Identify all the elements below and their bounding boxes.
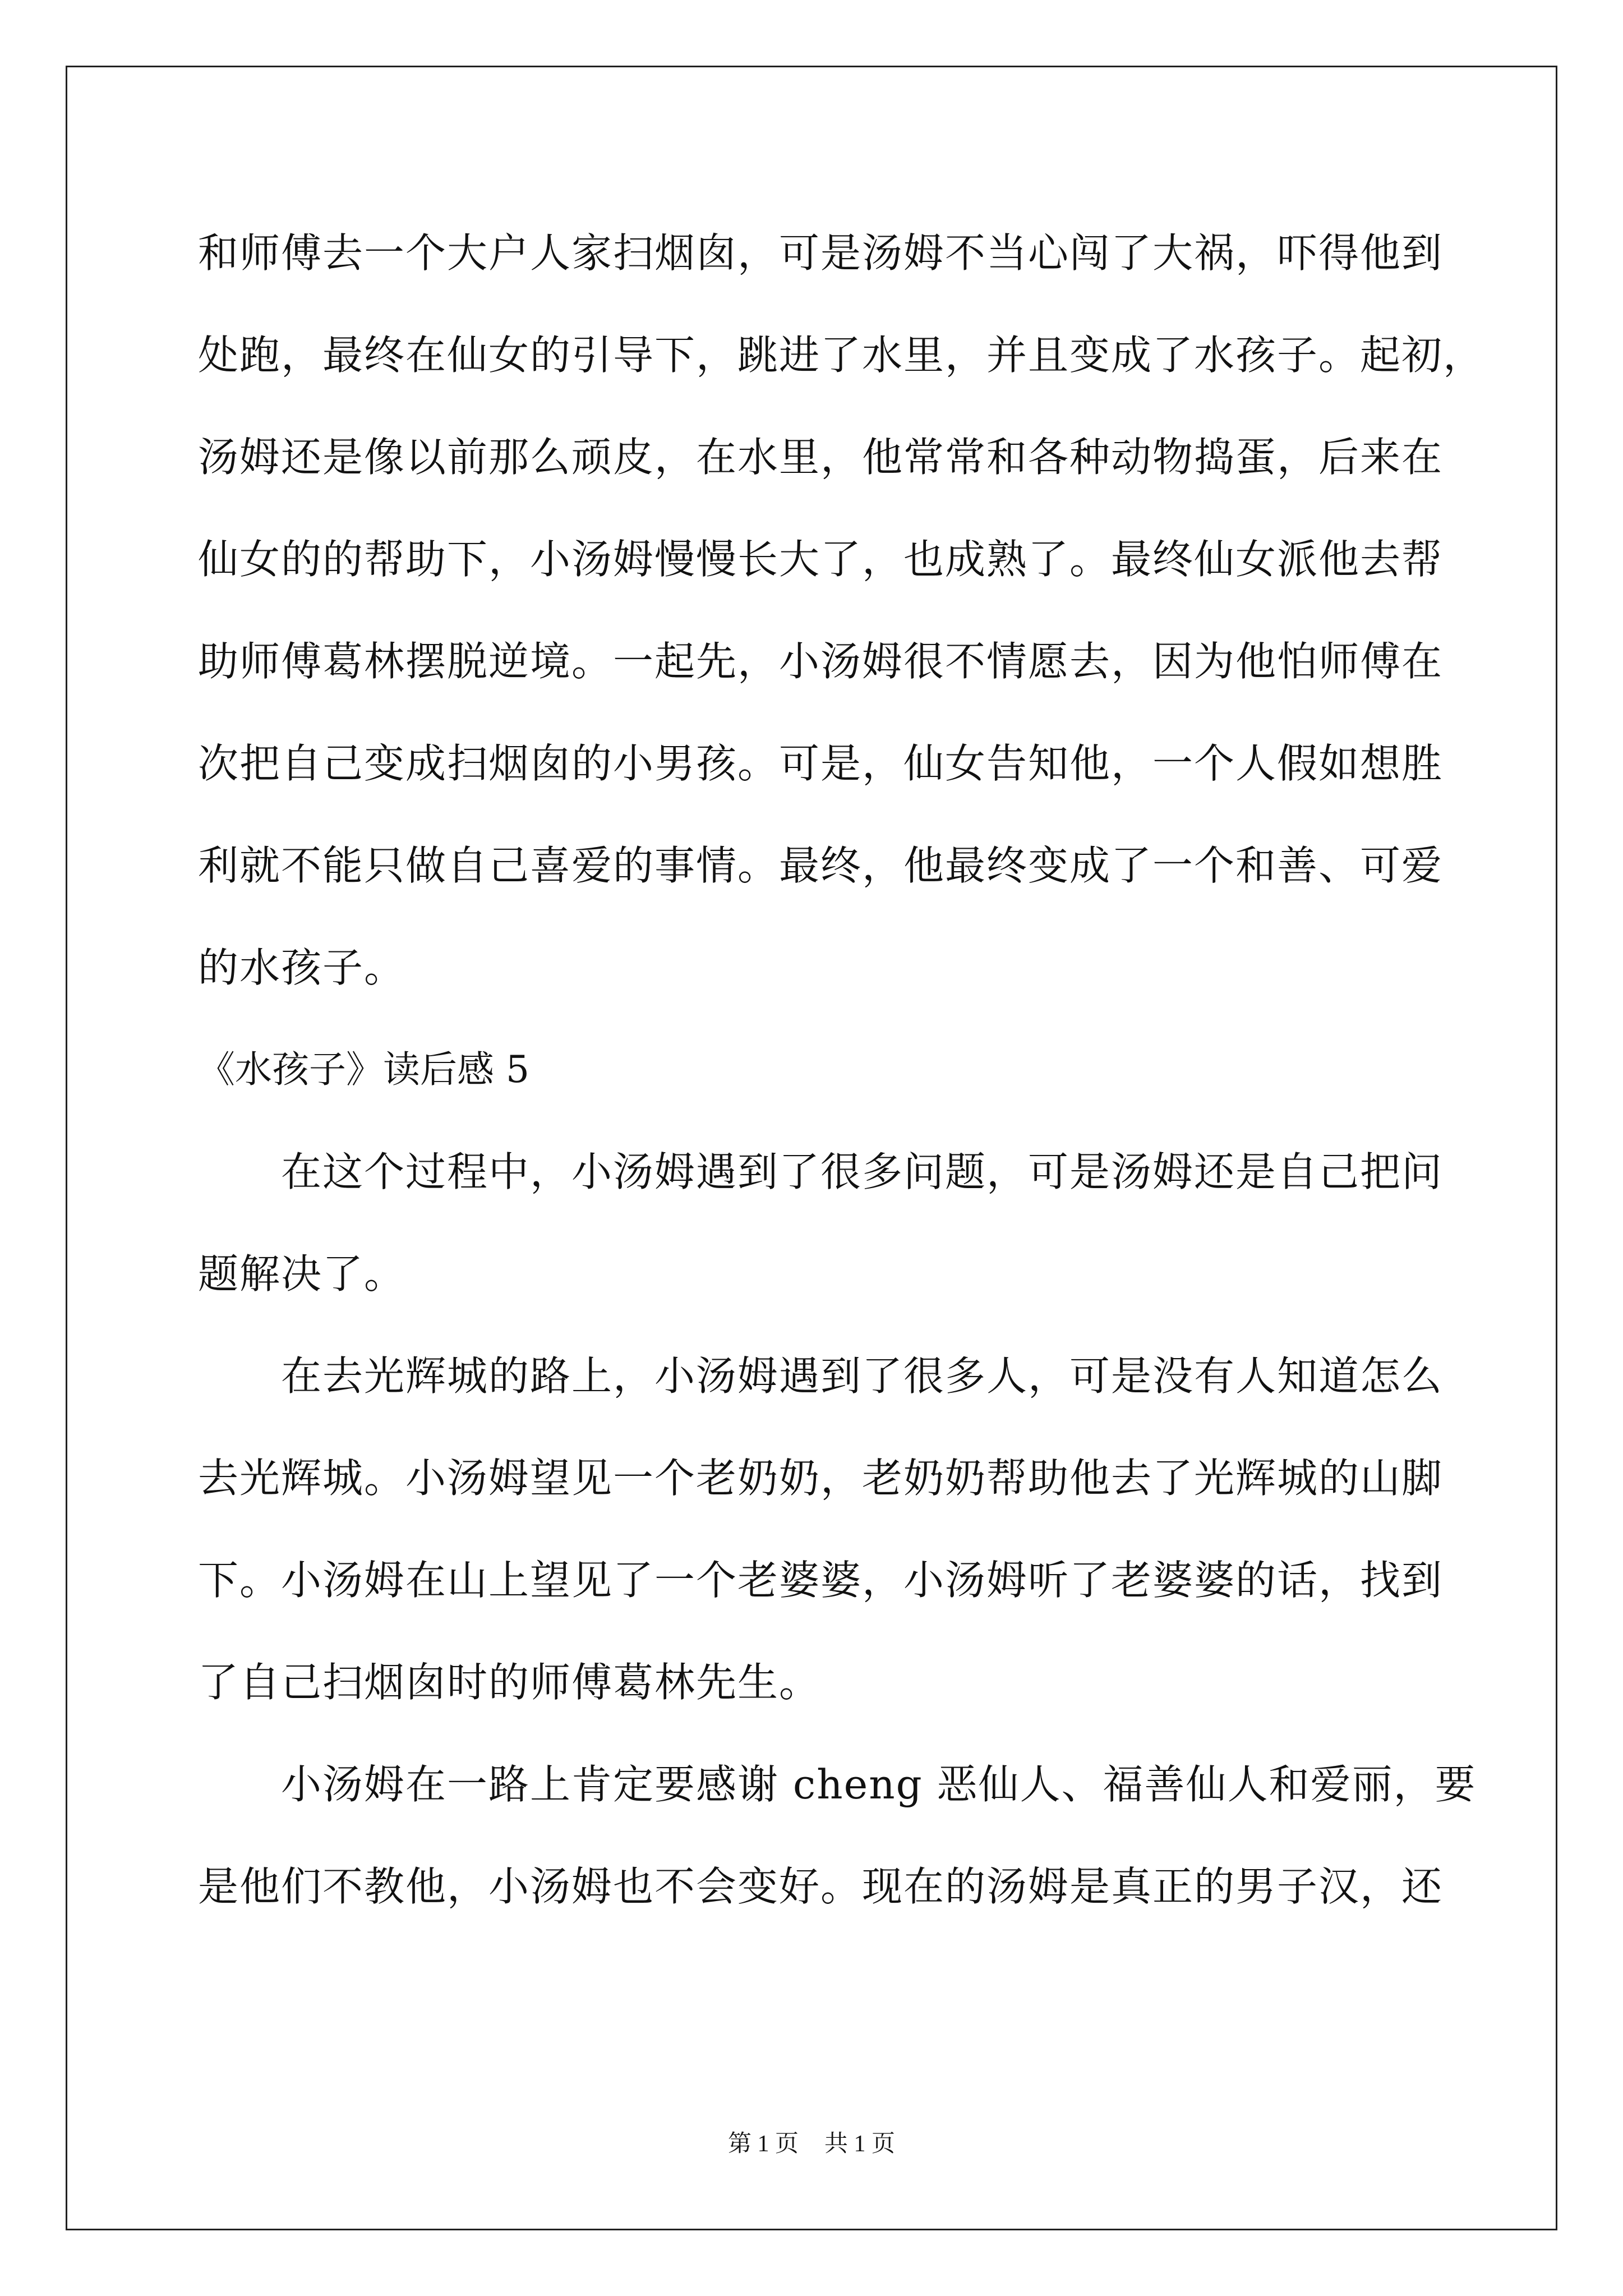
text-line: 处跑，最终在仙女的引导下，跳进了水里，并且变成了水孩子。起初， [198, 332, 1485, 379]
text-line: 汤姆还是像以前那么顽皮，在水里，他常常和各种动物捣蛋，后来在 [198, 434, 1444, 481]
text-line: 次把自己变成扫烟囱的小男孩。可是，仙女告知他，一个人假如想胜 [198, 740, 1444, 787]
text-line: 是他们不教他，小汤姆也不会变好。现在的汤姆是真正的男子汉，还 [198, 1863, 1444, 1910]
text-line: 仙女的的帮助下，小汤姆慢慢长大了，也成熟了。最终仙女派他去帮 [198, 536, 1444, 583]
text-line: 了自己扫烟囱时的师傅葛林先生。 [198, 1659, 821, 1706]
page-number: 第 1 页 [727, 2131, 799, 2157]
document-body [198, 202, 1485, 1938]
text-line: 小汤姆在一路上肯定要感谢 cheng 恶仙人、福善仙人和爱丽，要 [198, 1761, 1477, 1808]
page-total: 共 1 页 [824, 2131, 896, 2157]
page-footer [0, 2125, 1623, 2159]
text-line: 助师傅葛林摆脱逆境。一起先，小汤姆很不情愿去，因为他怕师傅在 [198, 638, 1444, 685]
text-line: 在去光辉城的路上，小汤姆遇到了很多人，可是没有人知道怎么 [198, 1352, 1444, 1400]
text-line: 去光辉城。小汤姆望见一个老奶奶，老奶奶帮助他去了光辉城的山脚 [198, 1455, 1444, 1502]
text-line: 题解决了。 [198, 1250, 406, 1297]
paragraph-1 [198, 202, 1485, 1019]
paragraph-2 [198, 1121, 1444, 1325]
text-line: 在这个过程中，小汤姆遇到了很多问题，可是汤姆还是自己把问 [198, 1148, 1444, 1195]
paragraph-4 [198, 1733, 1477, 1938]
text-line: 和师傅去一个大户人家扫烟囱，可是汤姆不当心闯了大祸，吓得他到 [198, 229, 1444, 277]
text-line: 的水孩子。 [198, 944, 406, 991]
paragraph-3 [198, 1325, 1444, 1733]
text-line: 利就不能只做自己喜爱的事情。最终，他最终变成了一个和善、可爱 [198, 842, 1444, 889]
text-line: 下。小汤姆在山上望见了一个老婆婆，小汤姆听了老婆婆的话，找到 [198, 1557, 1444, 1604]
section-heading: 《水孩子》读后感 5 [198, 1048, 529, 1091]
